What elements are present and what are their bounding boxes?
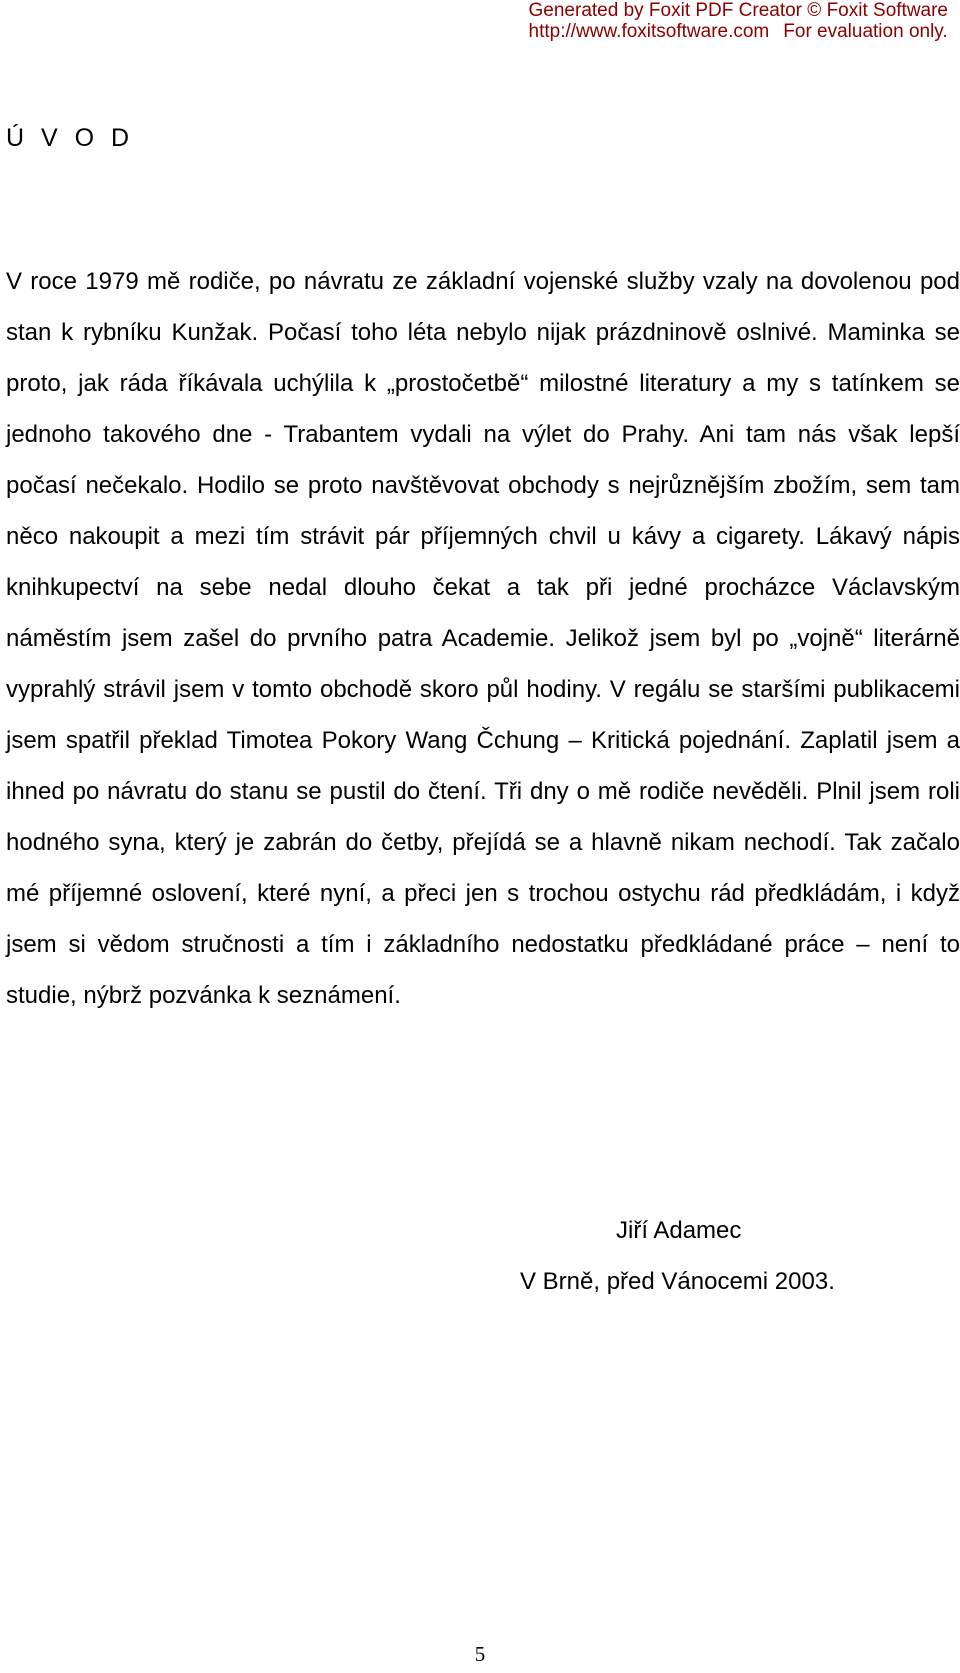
body-paragraph: V roce 1979 mě rodiče, po návratu ze základní vojenské služby vzaly na dovolenou pod stan k rybníku Kunžak. Počasí toho léta nebylo nijak prázdninově oslnivé. Maminka se proto, jak ráda říkávala uchýlila k „prostočetbě“ milostné literatury a my s tatínkem se jednoho takového dne - Trabantem vydali na výlet do Prahy. Ani tam nás však lepší počasí nečekalo. Hodilo se proto navštěvovat obchody s nejrůznějším zbožím, sem tam něco nakoupit a mezi tím strávit pár příjemných chvil u kávy a cigarety. Lákavý nápis knihkupectví na sebe nedal dlouho čekat a tak při jedné procházce Václavským náměstím jsem zašel do prvního patra Academie. Jelikož jsem byl po „vojně“ literárně vyprahlý strávil jsem v tomto obchodě skoro půl hodiny. V regálu se staršími publikacemi jsem spatřil překlad Timotea Pokory Wang Čchung – Kritická pojednání. Zaplatil jsem a ihned po návratu do stanu se pustil do čtení. Tři dny o mě rodiče nevěděli. Plnil jsem roli hodného syna, který je zabrán do četby, přejídá se a hlavně nikam nechodí. Tak začalo mé příjemné oslovení, které nyní, a přeci jen s trochou ostychu rád předkládám, i když jsem si vědom stručnosti a tím i základního nedostatku předkládané práce – není to studie, nýbrž pozvánka k seznámení.	[6, 268, 960, 1009]
author-name: Jiří Adamec	[616, 1217, 742, 1244]
place-date: V Brně, před Vánocemi 2003.	[520, 1268, 835, 1295]
watermark-line-1: Generated by Foxit PDF Creator © Foxit Software	[528, 0, 948, 21]
page-title: Ú V O D	[6, 124, 134, 152]
page-number: 5	[474, 1642, 486, 1666]
signature-block	[520, 1205, 835, 1307]
watermark-note: For evaluation only.	[783, 21, 948, 42]
watermark-url[interactable]: http://www.foxitsoftware.com	[528, 21, 770, 42]
watermark-line-2	[529, 21, 948, 42]
foxit-watermark	[529, 0, 948, 42]
